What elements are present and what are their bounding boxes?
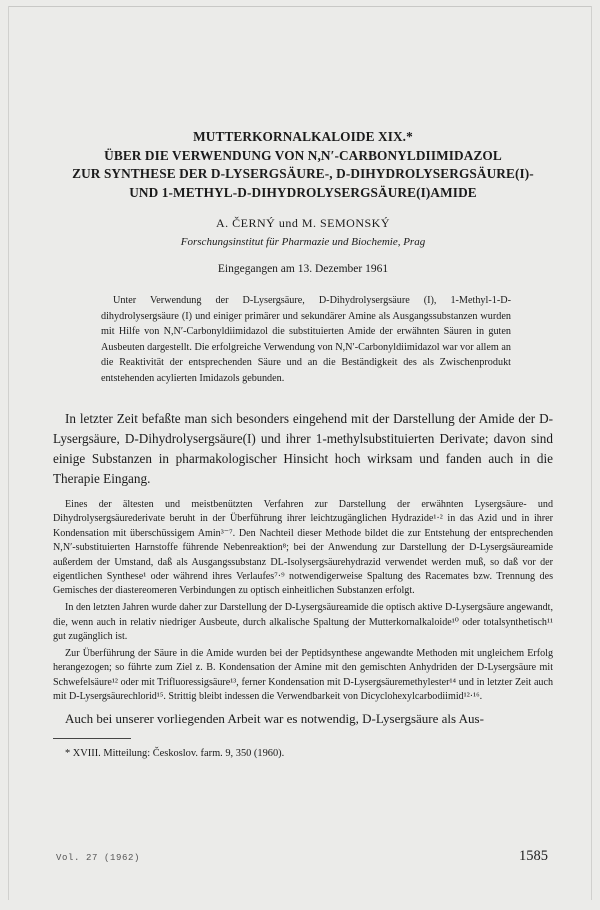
received-date: Eingegangen am 13. Dezember 1961 [217,263,389,275]
body-text [53,498,553,705]
authors: A. ČERNÝ und M. SEMONSKÝ [215,216,391,230]
abstract: Unter Verwendung der D-Lysergsäure, D-Dihydrolysergsäure (I), 1-Methyl-1-D-dihydrolysergsäure (I) und einiger primärer und sekundärer Amine als Ausgangssubstanzen wurden mit Hilfe von N,N′-Carbonyldiimidazol die substituierten Amide der erwähnten Säuren in guten Ausbeuten dargestellt. Die erfolgreiche Verwendung von N,N′-Carbonyldiimidazol war vor allem an die Reaktivität der entsprechenden Säure und an die Beständigkeit des als Zwischenprodukt entstehenden acylierten Imidazols gebunden. [101,295,511,384]
body-paragraph-3: Zur Überführung der Säure in die Amide wurden bei der Peptidsynthese angewandte Methoden mit ungleichem Erfolg herangezogen; so führte zum Ziel z. B. Kondensation der Amine mit den gemischten Anhydriden der D-Lysergsäure mit Schwefelsäure¹² oder mit Trifluoressigsäure¹³, ferner Kondensation mit D-Lysergsäuremethylester¹⁴ und in letzter Zeit auch mit D-Lysergsäurechlorid¹⁵. Strittig bleibt indessen die Verwendbarkeit von Dicyclohexylcarbodiimid¹²·¹⁶. [53,648,553,703]
affiliation: Forschungsinstitut für Pharmazie und Biochemie, Prag [180,236,426,248]
footnote-rule [53,738,131,739]
footnote: * XVIII. Mitteilung: Českoslov. farm. 9, 350 (1960). [65,747,285,759]
title-line-3: ZUR SYNTHESE DER D-LYSERGSÄURE-, D-DIHYDROLYSERGSÄURE(I)- [72,166,534,181]
volume-label: Vol. 27 (1962) [56,853,141,863]
page-edge-left [8,6,9,900]
title-line-2: ÜBER DIE VERWENDUNG VON N,N′-CARBONYLDIIMIDAZOL [104,147,502,163]
page-edge-top [8,6,592,7]
page-number: 1585 [519,848,548,864]
body-paragraph-2: In den letzten Jahren wurde daher zur Darstellung der D-Lysergsäureamide die optisch aktive D-Lysergsäure angewandt, die, wenn auch in relativ niedriger Ausbeute, durch alkalische Spaltung der Mutterkornalkaloide¹⁰ oder totalsynthetisch¹¹ gut zugänglich ist. [53,602,553,643]
continuation-paragraph: Auch bei unserer vorliegenden Arbeit war es notwendig, D-Lysergsäure als Aus- [65,710,484,726]
article-content [53,128,553,759]
title-line-1: MUTTERKORNALKALOIDE XIX.* [193,129,413,144]
title-line-4: UND 1-METHYL-D-DIHYDROLYSERGSÄURE(I)AMIDE [129,184,477,200]
page-edge-right [591,6,592,900]
lead-paragraph: In letzter Zeit befaßte man sich besonders eingehend mit der Darstellung der Amide der D-Lysergsäure, D-Dihydrolysergsäure(I) und ihrer 1-methylsubstituierten Derivate; davon sind einige Substanzen in pharmakologischer Hinsicht hoch wirksam und fanden auch in die Therapie Eingang. [53,411,553,486]
article-title [53,128,553,202]
body-paragraph-1: Eines der ältesten und meistbenützten Verfahren zur Darstellung der erwähnten Lysergsäure- und Dihydrolysergsäurederivate beruht in der Überführung ihrer leichtzugänglichen Hydrazide¹·² in das Azid und in ihrer Kondensation mit überschüssigem Amin³⁻⁷. Den Nachteil dieser Methode bildet die zur Entstehung der entsprechenden N,N′-substituierten Harnstoffe führende Nebenreaktion⁸; bei der Anwendung zur Darstellung der D-Lysergsäureamide außerdem der Umstand, daß als Ausgangssubstanz DL-Isolysergsäurehydrazid verwendet werden muß, so daß vor der eigentlichen Synthese¹ oder während ihres Verlaufes⁷·⁹ notwendigerweise Spaltung des Racemates bzw. Trennung des Gemisches der diastereomeren Verbindungen zu optisch einheitlichen Substanzen erfolgt. [53,499,553,597]
